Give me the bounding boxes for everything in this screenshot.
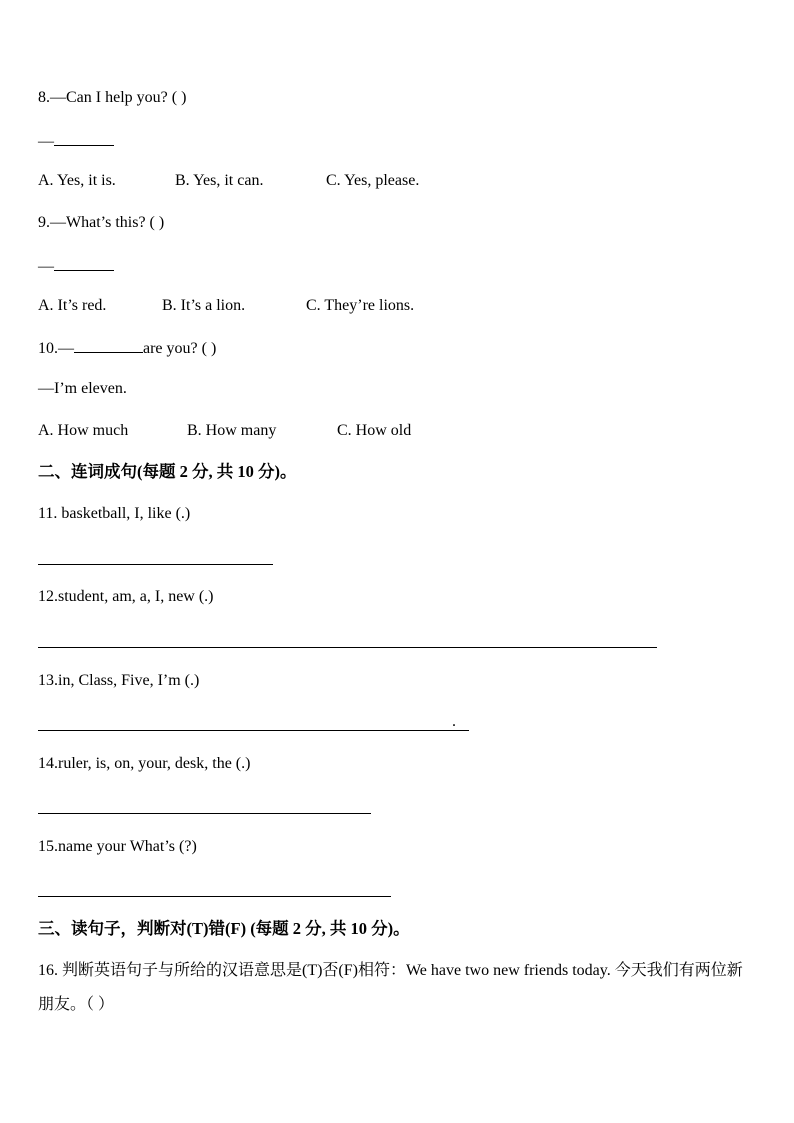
q9-stem: 9.—What’s this? ( ) [38,214,165,231]
q9-option-b[interactable]: B. It’s a lion. [162,297,246,314]
q10-stem-suffix: are you? ( ) [143,340,217,357]
q15-answer-line[interactable] [38,896,391,897]
q10-option-b[interactable]: B. How many [187,422,277,439]
q10-answer: —I’m eleven. [38,380,127,397]
section3-title: 三、读句子，判断对(T)错(F) (每题 2 分, 共 10 分)。 [38,919,410,938]
q12-prompt: 12.student, am, a, I, new (.) [38,588,214,605]
q9-answer-blank[interactable] [54,256,114,271]
q10-stem-prefix: 10.— [38,340,74,357]
q11-prompt: 11. basketball, I, like (.) [38,505,191,522]
q8-stem: 8.—Can I help you? ( ) [38,89,187,106]
q16-text: 16. 判断英语句子与所给的汉语意思是(T)否(F)相符：We have two new friends today. 今天我们有两位新朋友。（ ） [38,962,743,1013]
q13-end-mark: . [452,713,456,730]
q8-options [38,171,419,191]
q8-answer-blank[interactable] [54,131,114,146]
q9-answer-line [38,256,114,277]
q14-prompt: 14.ruler, is, on, your, desk, the (.) [38,755,251,772]
q11-answer-line[interactable] [38,564,273,565]
q10-options [38,421,411,441]
q14-answer-line[interactable] [38,813,371,814]
q10-option-a[interactable]: A. How much [38,422,129,439]
q9-options [38,296,414,316]
q13-answer-line[interactable] [38,730,469,731]
q8-answer-line [38,131,114,152]
q8-option-b[interactable]: B. Yes, it can. [175,172,264,189]
q10-option-c[interactable]: C. How old [337,422,412,439]
q10-blank[interactable] [74,338,143,353]
q9-option-c[interactable]: C. They’re lions. [306,297,415,314]
q9-answer-dash: — [38,258,54,275]
q13-prompt: 13.in, Class, Five, I’m (.) [38,672,200,689]
q8-answer-dash: — [38,133,54,150]
q8-option-a[interactable]: A. Yes, it is. [38,172,116,189]
q8-option-c[interactable]: C. Yes, please. [326,172,420,189]
q12-answer-line[interactable] [38,647,657,648]
q15-prompt: 15.name your What’s (?) [38,838,197,855]
q10-stem [38,338,216,359]
section2-title: 二、连词成句(每题 2 分, 共 10 分)。 [38,462,297,481]
q9-option-a[interactable]: A. It’s red. [38,297,107,314]
